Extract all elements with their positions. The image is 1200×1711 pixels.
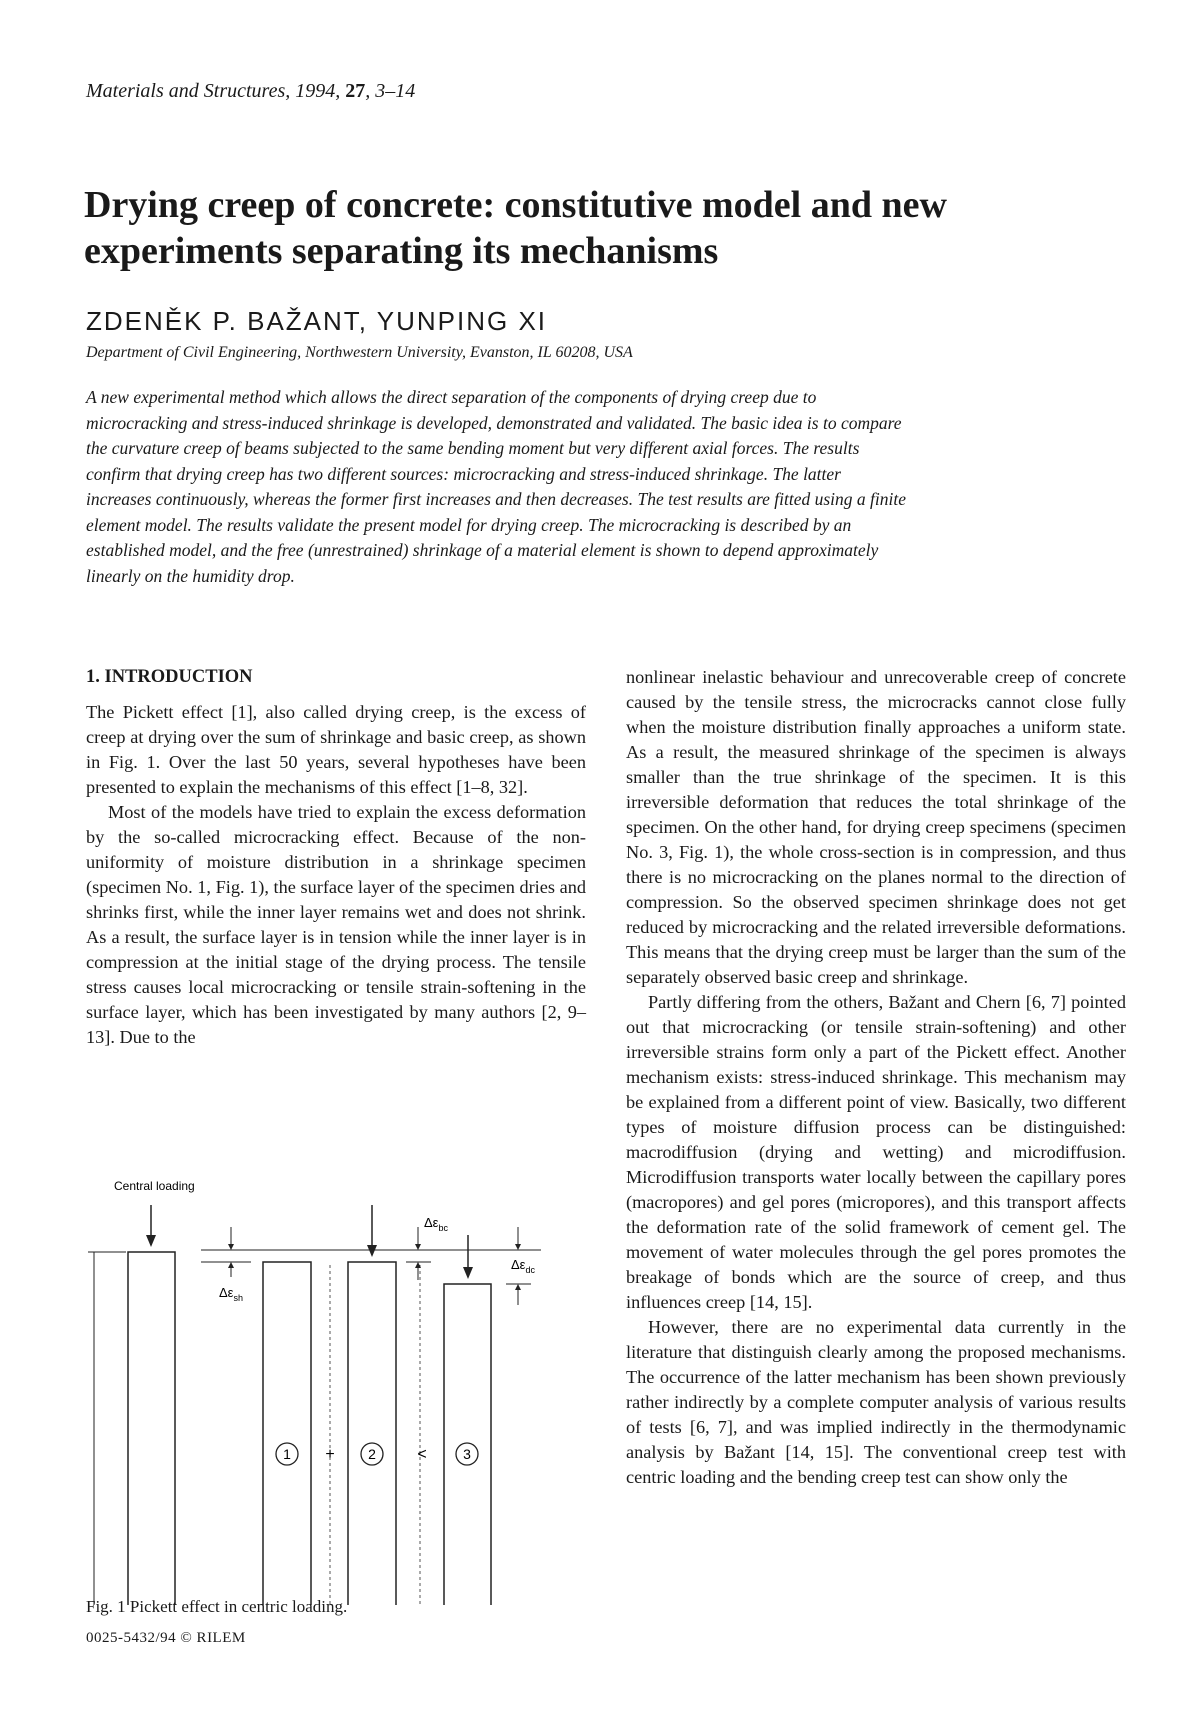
delta-eps-sh-label: $\Delta\varepsilon_{sh}$ (219, 1285, 243, 1303)
affiliation: Department of Civil Engineering, Northwestern University, Evanston, IL 60208, USA (86, 344, 633, 361)
paragraph: Partly differing from the others, Bažant and Chern [6, 7] pointed out that microcracking (or tensile strain-softening) and other irreversible strains form only a part of the Pickett effect. Another mechanism exists: stress-induced shrinkage. This mechanism may be explained from a different point of view. Basically, two different types of moisture diffusion process can be distinguished: macrodiffusion (drying and wetting) and microdiffusion. Microdiffusion transports water locally between the capillary pores (macropores) and gel pores (micropores), and this transport affects the deformation rate of the solid framework of cement gel. The movement of water molecules through the gel pores promotes the breakage of bonds which are the source of creep, and thus influences creep [14, 15]. (626, 992, 1126, 1312)
abstract: A new experimental method which allows the direct separation of the components of drying creep due to microcracking and stress-induced shrinkage is developed, demonstrated and validated. The basic idea is to compare the curvature creep of beams subjected to the same bending moment but very different axial forces. The results confirm that drying creep has two different sources: microcracking and stress-induced shrinkage. The latter increases continuously, whereas the former first increases and then decreases. The test results are fitted using a finite element model. The results validate the present model for drying creep. The microcracking is described by an established model, and the free (unrestrained) shrinkage of a material element is shown to depend approximately linearly on the humidity drop. (86, 387, 906, 586)
left-column (86, 665, 586, 1050)
section-heading: 1. INTRODUCTION (86, 667, 253, 687)
figure-1-diagram (86, 1165, 606, 1605)
journal-volume: 27 (345, 80, 366, 102)
delta-eps-dc-label: $\Delta\varepsilon_{dc}$ (511, 1257, 535, 1275)
specimen-initial (128, 1252, 175, 1605)
less-sign: < (417, 1446, 427, 1463)
svg-text:3: 3 (463, 1446, 471, 1462)
load-arrow-head-1 (146, 1235, 156, 1247)
plus-sign: + (325, 1446, 335, 1463)
svg-text:1: 1 (283, 1446, 291, 1462)
delta-eps-bc-label: $\Delta\varepsilon_{bc}$ (424, 1215, 448, 1233)
right-column (626, 665, 1126, 1490)
journal-name: Materials and Structures (86, 80, 286, 102)
specimen-drying-shrinkage (263, 1262, 311, 1605)
authors: ZDENĚK P. BAŽANT, YUNPING XI (86, 306, 548, 336)
specimen-basic-creep (348, 1262, 396, 1605)
paragraph: Most of the models have tried to explain the excess deformation by the so-called microcracking effect. Because of the non-uniformity of moisture distribution in a shrinkage specimen (specimen No. 1, Fig. 1), the surface layer of the specimen dries and shrinks first, while the inner layer remains wet and does not shrink. As a result, the surface layer is in tension while the inner layer is in compression at the initial stage of the drying process. The tensile stress causes local microcracking or tensile strain-softening in the surface layer, which has been investigated by many authors [2, 9–13]. Due to the (86, 802, 586, 1047)
figure-1 (86, 1165, 606, 1605)
journal-header: Materials and Structures, 1994, 27, 3–14 (86, 80, 416, 102)
paper-title: Drying creep of concrete: constitutive model and new experiments separating its mechanisms (84, 184, 947, 272)
specimen-drying-creep (444, 1284, 491, 1605)
copyright-line: 0025-5432/94 © RILEM (86, 1630, 246, 1646)
journal-pages: 3–14 (375, 80, 416, 102)
paragraph: The Pickett effect [1], also called drying creep, is the excess of creep at drying over the sum of shrinkage and basic creep, as shown in Fig. 1. Over the last 50 years, several hypotheses have been presented to explain the mechanisms of this effect [1–8, 32]. (86, 702, 586, 797)
figure-caption: Fig. 1 Pickett effect in centric loading. (86, 1597, 348, 1616)
central-loading-label: Central loading (114, 1179, 195, 1193)
paragraph: nonlinear inelastic behaviour and unrecoverable creep of concrete caused by the tensile stress, the microcracks cannot close fully when the moisture distribution finally approaches a uniform state. As a result, the measured shrinkage of the specimen is always smaller than the true shrinkage of the specimen. It is this irreversible deformation that reduces the total shrinkage of the specimen. On the other hand, for drying creep specimens (specimen No. 3, Fig. 1), the whole cross-section is in compression, and thus there is no microcracking on the planes normal to the direction of compression. So the observed specimen shrinkage does not get reduced by microcracking and the related irreversible deformations. This means that the drying creep must be larger than the sum of the separately observed basic creep and shrinkage. (626, 667, 1126, 987)
journal-year: 1994 (295, 80, 336, 102)
svg-text:2: 2 (368, 1446, 376, 1462)
paragraph: However, there are no experimental data currently in the literature that distinguish clearly among the proposed mechanisms. The occurrence of the latter mechanism has been shown previously rather indirectly by a complete computer analysis of various results of tests [6, 7], and was implied indirectly in the thermodynamic analysis by Bažant [14, 15]. The conventional creep test with centric loading and the bending creep test can show only the (626, 1317, 1126, 1487)
